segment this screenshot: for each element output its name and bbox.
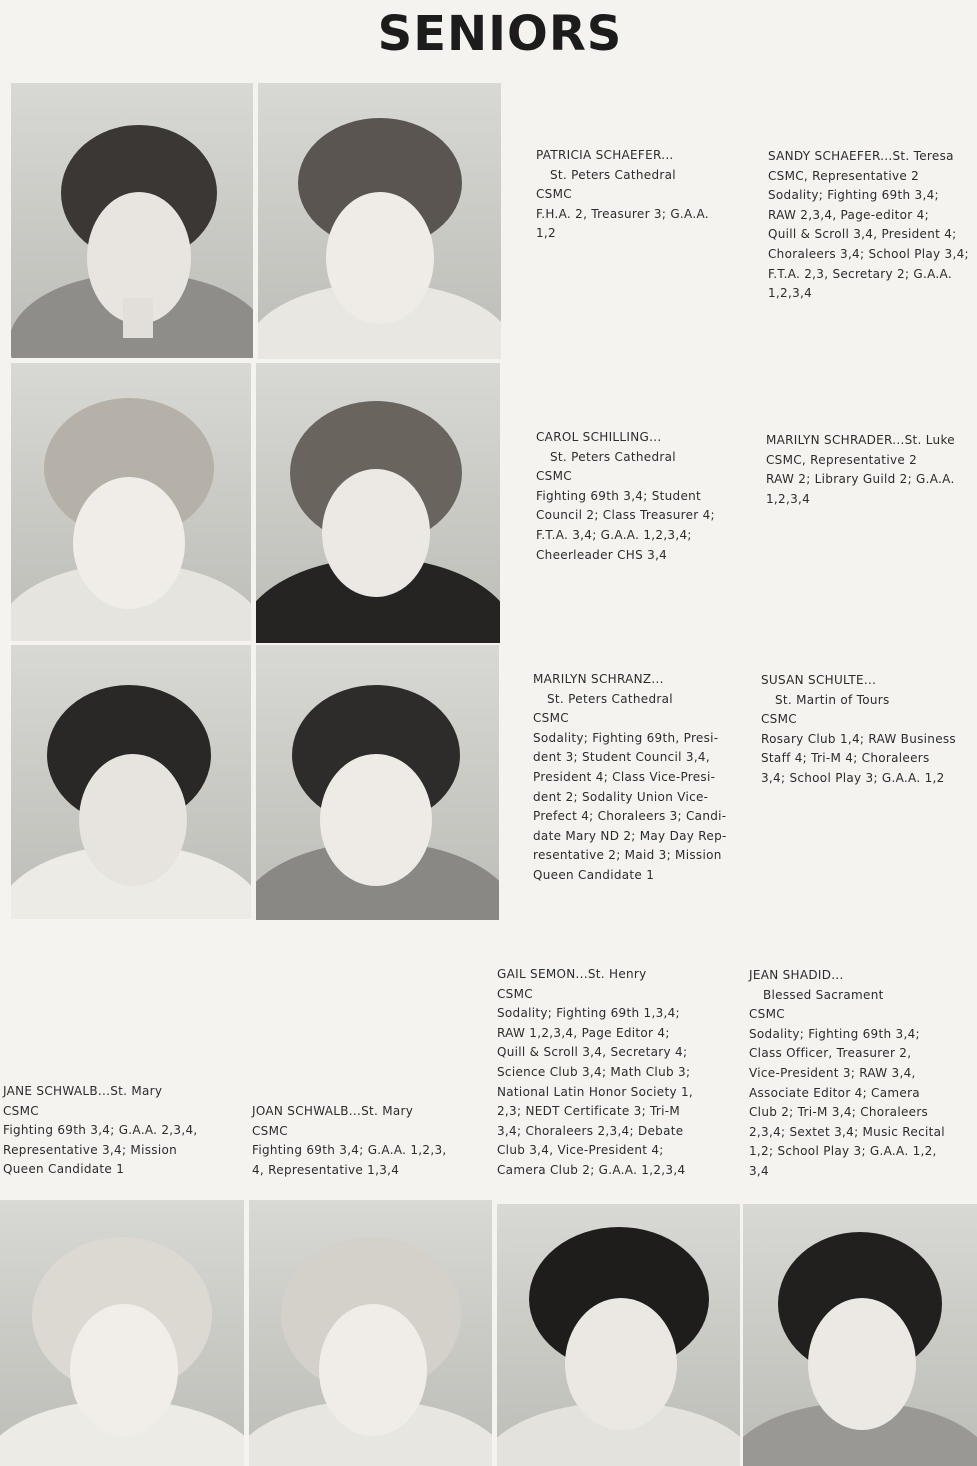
student-parish: Blessed Sacrament: [763, 987, 884, 1002]
student-activities-line: Class Officer, Treasurer 2,: [749, 1046, 912, 1061]
student-school: CSMC: [749, 1007, 785, 1022]
student-activities-line: Fighting 69th 3,4; G.A.A. 2,3,4,: [3, 1123, 198, 1138]
student-bio-jane-schwalb: [3, 1082, 208, 1180]
student-school: CSMC: [3, 1103, 39, 1118]
student-bio-carol-schilling: [536, 428, 736, 565]
student-activities-line: Sodality; Fighting 69th, Presi-: [533, 730, 719, 745]
student-activities-line: 1,2,3,4: [768, 286, 813, 301]
student-activities-line: Quill & Scroll 3,4, Secretary 4;: [497, 1045, 688, 1060]
student-activities-line: 3,4: [749, 1163, 769, 1178]
student-activities-line: 4, Representative 1,3,4: [252, 1162, 400, 1177]
student-parish: St. Peters Cathedral: [550, 167, 676, 182]
student-bio-marilyn-schranz: [533, 670, 733, 886]
student-bio-sandy-schaefer: [768, 147, 968, 304]
student-bio-jean-shadid: [749, 966, 954, 1182]
student-activities-line: Council 2; Class Treasurer 4;: [536, 508, 715, 523]
student-bio-marilyn-schrader: [766, 431, 966, 509]
student-activities-line: 1,2: [536, 226, 556, 241]
portrait-photo-jane-schwalb: [0, 1200, 244, 1466]
student-name: GAIL SEMON...St. Henry: [497, 967, 647, 981]
student-activities-line: 1,2; School Play 3; G.A.A. 1,2,: [749, 1144, 937, 1159]
student-name: PATRICIA SCHAEFER...: [536, 148, 674, 162]
student-activities-line: Quill & Scroll 3,4, President 4;: [768, 227, 957, 242]
student-activities-line: Cheerleader CHS 3,4: [536, 547, 668, 562]
portrait-photo-sandy-schaefer: [258, 83, 501, 359]
student-bio-joan-schwalb: [252, 1102, 457, 1180]
student-bio-patricia-schaefer: [536, 146, 736, 244]
student-name: MARILYN SCHRADER...St. Luke: [766, 433, 955, 447]
student-name: SUSAN SCHULTE...: [761, 673, 877, 687]
student-activities-line: Rosary Club 1,4; RAW Business: [761, 731, 956, 746]
student-parish: St. Peters Cathedral: [550, 449, 676, 464]
student-activities-line: dent 2; Sodality Union Vice-: [533, 789, 709, 804]
student-activities-line: Staff 4; Tri-M 4; Choraleers: [761, 751, 930, 766]
student-parish: St. Martin of Tours: [775, 692, 890, 707]
portrait-photo-susan-schulte: [256, 645, 499, 920]
student-activities-line: RAW 1,2,3,4, Page Editor 4;: [497, 1025, 670, 1040]
student-name: SANDY SCHAEFER...St. Teresa: [768, 149, 954, 163]
student-activities-line: Club 2; Tri-M 3,4; Choraleers: [749, 1105, 929, 1120]
student-school: CSMC, Representative 2: [768, 168, 920, 183]
student-school: CSMC: [252, 1123, 288, 1138]
student-activities-line: Associate Editor 4; Camera: [749, 1085, 920, 1100]
student-activities-line: President 4; Class Vice-Presi-: [533, 769, 716, 784]
page-title: SENIORS: [377, 6, 623, 62]
portrait-photo-jean-shadid: [743, 1204, 977, 1466]
student-school: CSMC, Representative 2: [766, 452, 918, 467]
student-activities-line: dent 3; Student Council 3,4,: [533, 750, 710, 765]
student-activities-line: F.T.A. 3,4; G.A.A. 1,2,3,4;: [536, 527, 692, 542]
portrait-photo-joan-schwalb: [249, 1200, 492, 1466]
student-bio-gail-semon: [497, 965, 702, 1181]
student-name: MARILYN SCHRANZ...: [533, 672, 664, 686]
student-activities-line: 2,3,4; Sextet 3,4; Music Recital: [749, 1124, 945, 1139]
student-parish: St. Peters Cathedral: [547, 691, 673, 706]
student-activities-line: 3,4; School Play 3; G.A.A. 1,2: [761, 770, 945, 785]
student-activities-line: Queen Candidate 1: [3, 1162, 125, 1177]
portrait-photo-gail-semon: [497, 1204, 740, 1466]
student-activities-line: Science Club 3,4; Math Club 3;: [497, 1064, 691, 1079]
portrait-photo-marilyn-schranz: [11, 645, 251, 919]
student-name: JANE SCHWALB...St. Mary: [3, 1084, 163, 1098]
student-school: CSMC: [536, 469, 572, 484]
portrait-photo-carol-schilling: [11, 363, 251, 641]
student-activities-line: Sodality; Fighting 69th 3,4;: [768, 188, 939, 203]
student-activities-line: Vice-President 3; RAW 3,4,: [749, 1065, 916, 1080]
student-activities-line: 1,2,3,4: [766, 491, 811, 506]
student-activities-line: Sodality; Fighting 69th 3,4;: [749, 1026, 920, 1041]
student-activities-line: Choraleers 3,4; School Play 3,4;: [768, 246, 969, 261]
student-activities-line: Sodality; Fighting 69th 1,3,4;: [497, 1006, 680, 1021]
student-activities-line: Fighting 69th 3,4; G.A.A. 1,2,3,: [252, 1143, 447, 1158]
student-activities-line: National Latin Honor Society 1,: [497, 1084, 694, 1099]
student-activities-line: Queen Candidate 1: [533, 867, 655, 882]
student-name: JOAN SCHWALB...St. Mary: [252, 1104, 414, 1118]
student-activities-line: RAW 2,3,4, Page-editor 4;: [768, 207, 929, 222]
student-activities-line: F.H.A. 2, Treasurer 3; G.A.A.: [536, 206, 709, 221]
student-activities-line: resentative 2; Maid 3; Mission: [533, 848, 722, 863]
student-school: CSMC: [536, 187, 572, 202]
student-activities-line: 3,4; Choraleers 2,3,4; Debate: [497, 1123, 684, 1138]
student-activities-line: RAW 2; Library Guild 2; G.A.A.: [766, 472, 955, 487]
student-activities-line: Club 3,4, Vice-President 4;: [497, 1143, 664, 1158]
student-name: JEAN SHADID...: [749, 968, 844, 982]
student-activities-line: Prefect 4; Choraleers 3; Candi-: [533, 809, 727, 824]
student-name: CAROL SCHILLING...: [536, 430, 662, 444]
student-bio-susan-schulte: [761, 671, 971, 789]
student-activities-line: Representative 3,4; Mission: [3, 1142, 178, 1157]
portrait-photo-marilyn-schrader: [256, 363, 500, 643]
student-activities-line: 2,3; NEDT Certificate 3; Tri-M: [497, 1104, 681, 1119]
student-school: CSMC: [497, 986, 533, 1001]
student-school: CSMC: [533, 711, 569, 726]
student-activities-line: date Mary ND 2; May Day Rep-: [533, 828, 727, 843]
student-activities-line: Camera Club 2; G.A.A. 1,2,3,4: [497, 1162, 686, 1177]
student-activities-line: F.T.A. 2,3, Secretary 2; G.A.A.: [768, 266, 952, 281]
student-school: CSMC: [761, 712, 797, 727]
student-activities-line: Fighting 69th 3,4; Student: [536, 488, 702, 503]
portrait-photo-patricia-schaefer: [11, 83, 253, 358]
